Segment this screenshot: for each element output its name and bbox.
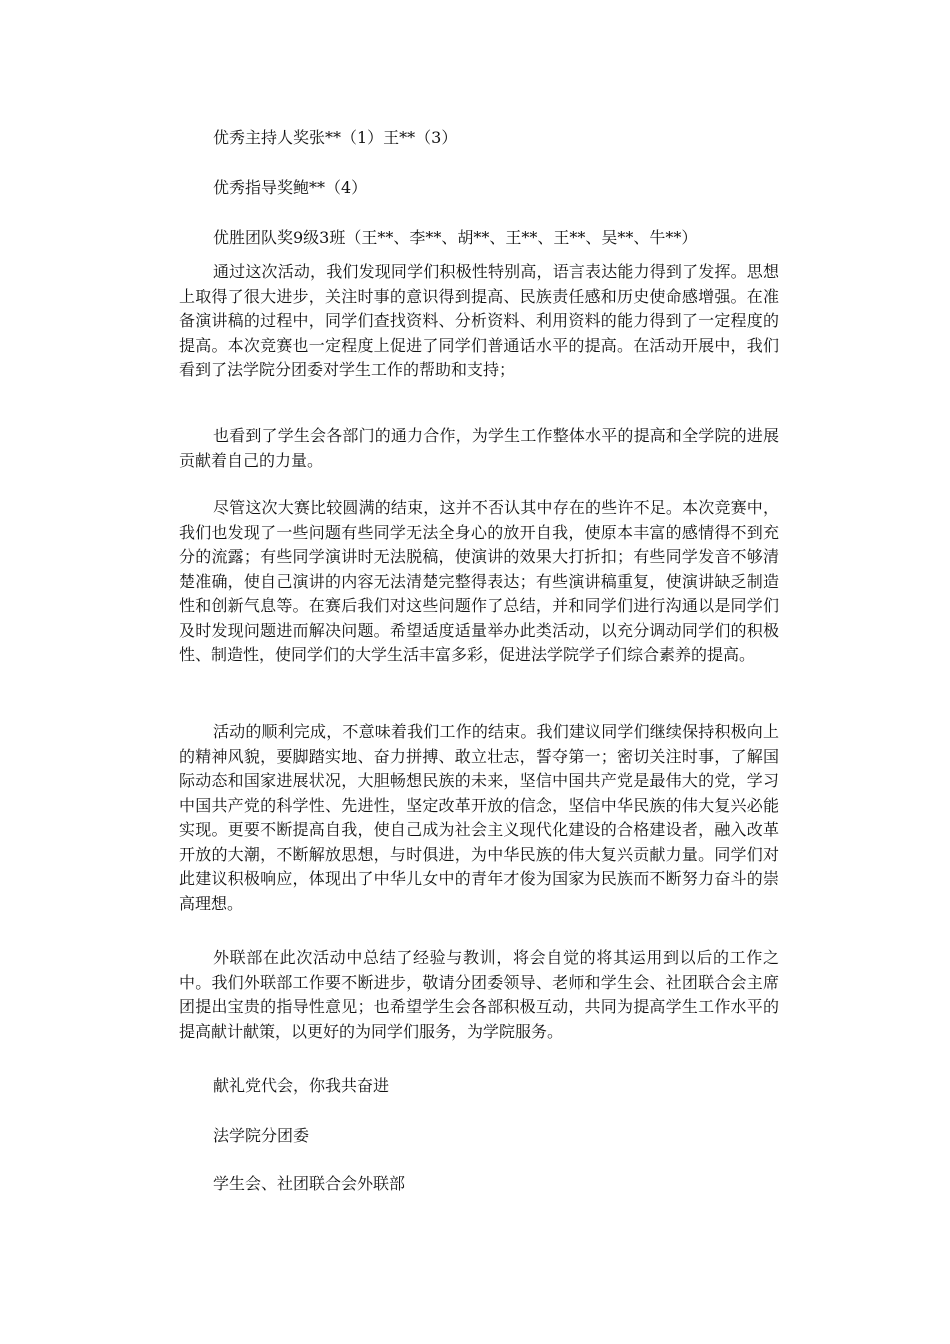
- paragraph-cooperation: 也看到了学生会各部门的通力合作，为学生工作整体水平的提高和全学院的进展贡献着自己的力量。: [179, 426, 779, 470]
- paragraph-suggestions: 活动的顺利完成，不意味着我们工作的结束。我们建议同学们继续保持积极向上的精神风貌，要脚踏实地、奋力拼搏、敢立壮志，誓夺第一；密切关注时事，了解国际动态和国家进展状况，大胆畅想民族的未来，坚信中国共产党是最伟大的党，学习中国共产党的科学性、先进性，坚定改革开放的信念，坚信中华民族的伟大复兴必能实现。更要不断提高自我，使自己成为社会主义现代化建设的合格建设者，融入改革开放的大潮，不断解放思想，与时俱进，为中华民族的伟大复兴贡献力量。同学们对此建议积极响应，体现出了中华儿女中的青年才俊为国家为民族而不断努力奋斗的崇高理想。: [179, 722, 779, 913]
- award-host: 优秀主持人奖张**（1）王**（3）: [213, 128, 458, 147]
- paragraph-shortcomings: 尽管这次大赛比较圆满的结束，这并不否认其中存在的些许不足。本次竞赛中，我们也发现了一些问题有些同学无法全身心的放开自我，使原本丰富的感情得不到充分的流露；有些同学演讲时无法脱稿，使演讲的效果大打折扣；有些同学发音不够清楚准确，使自己演讲的内容无法清楚完整得表达；有些演讲稿重复，使演讲缺乏制造性和创新气息等。在赛后我们对这些问题作了总结，并和同学们进行沟通以是同学们及时发现问题进而解决问题。希望适度适量举办此类活动，以充分调动同学们的积极性、制造性，使同学们的大学生活丰富多彩，促进法学院学子们综合素养的提高。: [179, 498, 779, 664]
- paragraph-outreach: 外联部在此次活动中总结了经验与教训，将会自觉的将其运用到以后的工作之中。我们外联部工作要不断进步，敬请分团委领导、老师和学生会、社团联合会主席团提出宝贵的指导性意见；也希望学生会各部积极互动，共同为提高学生工作水平的提高献计献策，以更好的为同学们服务，为学院服务。: [179, 948, 779, 1041]
- paragraph-summary: 通过这次活动，我们发现同学们积极性特别高，语言表达能力得到了发挥。思想上取得了很大进步，关注时事的意识得到提高、民族责任感和历史使命感增强。在准备演讲稿的过程中，同学们查找资料、分析资料、利用资料的能力得到了一定程度的提高。本次竞赛也一定程度上促进了同学们普通话水平的提高。在活动开展中，我们看到了法学院分团委对学生工作的帮助和支持；: [179, 262, 779, 379]
- closing-org-league: 法学院分团委: [213, 1126, 310, 1145]
- award-team: 优胜团队奖9级3班（王**、李**、胡**、王**、王**、吴**、牛**）: [213, 228, 698, 247]
- closing-org-department: 学生会、社团联合会外联部: [213, 1174, 406, 1193]
- award-advisor: 优秀指导奖鲍**（4）: [213, 178, 368, 197]
- closing-slogan: 献礼党代会，你我共奋进: [213, 1076, 390, 1095]
